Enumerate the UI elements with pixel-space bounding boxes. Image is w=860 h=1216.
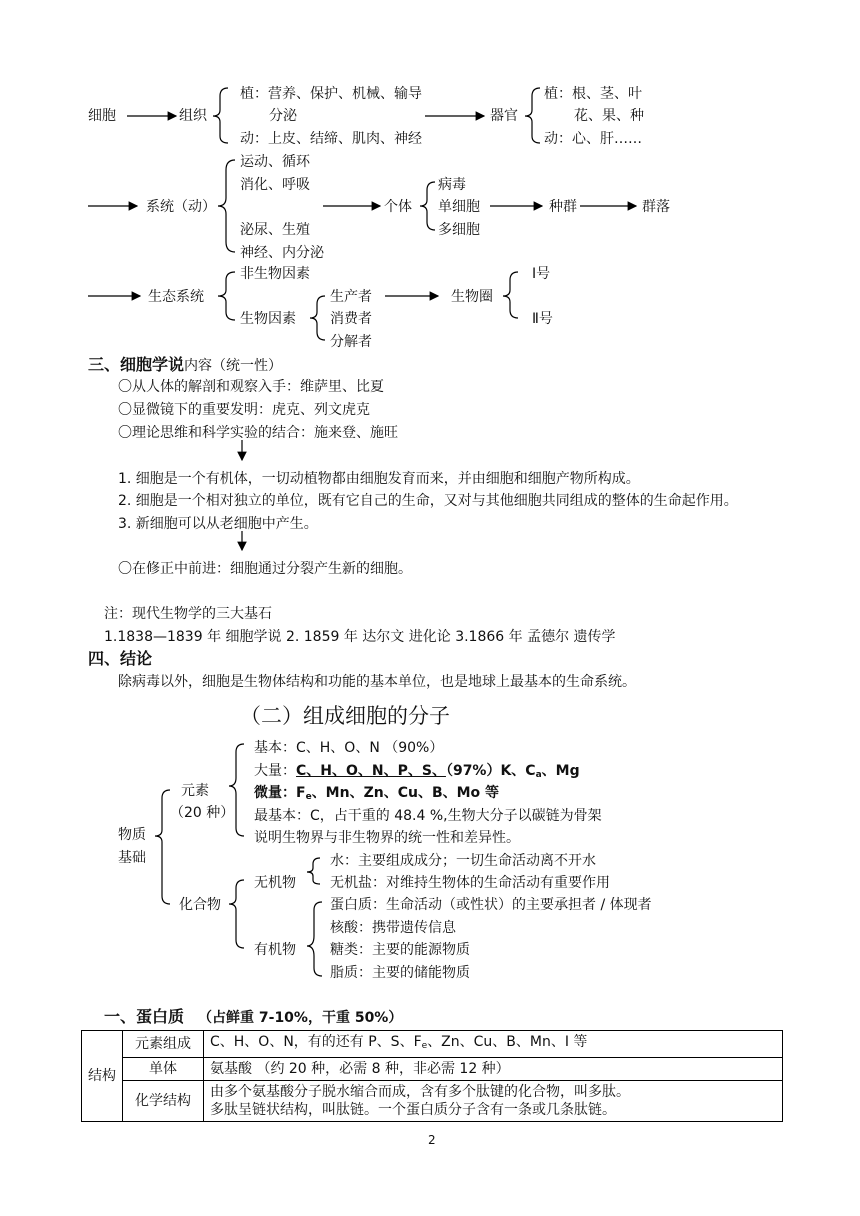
trace-rest: 、Mn、Zn、Cu、B、Mo 等: [311, 785, 500, 801]
row3-line1: 由多个氨基酸分子脱水缩合而成，含有多个肽键的化合物，叫多肽。: [210, 1084, 630, 1100]
brace-elements: [229, 744, 244, 836]
label-elements: 元素: [181, 783, 209, 799]
brace-individual: [420, 182, 435, 230]
label-decomposer: 分解者: [330, 334, 372, 350]
label-system-2: 消化、呼吸: [240, 177, 310, 193]
elements-trace: [254, 784, 499, 806]
theory-point-1: 1. 细胞是一个有机体，一切动植物都由细胞发育而来，并由细胞和细胞产物所构成。: [118, 471, 640, 487]
label-system-4: 神经、内分泌: [240, 245, 324, 261]
label-unicellular: 单细胞: [438, 199, 480, 215]
cell-structure: 结构: [82, 1031, 123, 1122]
elements-unity: 说明生物界与非生物界的统一性和差异性。: [254, 830, 520, 846]
section-heading-protein: [104, 1008, 402, 1027]
theory-origin-4: 〇在修正中前进：细胞通过分裂产生新的细胞。: [118, 561, 412, 577]
label-community: 群落: [642, 199, 670, 215]
brace-compounds: [229, 880, 244, 948]
cell-row2-label: 单体: [123, 1058, 204, 1081]
label-organ: 器官: [490, 108, 518, 124]
label-tissue: 组织: [179, 108, 207, 124]
protein-heading: 一、蛋白质: [104, 1007, 185, 1026]
label-ecosystem: 生态系统: [148, 289, 204, 305]
cell-row1-value: [204, 1031, 783, 1058]
label-organic: 有机物: [254, 942, 296, 958]
label-plant-organ-1: 植：根、茎、叶: [544, 86, 642, 102]
brace-organ: [525, 88, 540, 143]
page-number: 2: [428, 1133, 436, 1147]
inorganic-water: 水：主要组成成分；一切生命活动离不开水: [330, 853, 596, 869]
elements-most-basic: 最基本：C，占干重的 48.4 %,生物大分子以碳链为骨架: [254, 808, 602, 824]
brace-biosphere: [503, 272, 518, 318]
elements-major: [254, 762, 580, 784]
label-producer: 生产者: [330, 289, 372, 305]
label-biosphere: 生物圈: [451, 289, 493, 305]
label-animal-tissue: 动：上皮、结缔、肌肉、神经: [240, 131, 422, 147]
section-heading-cell-theory: [88, 356, 282, 375]
trace-pre: 微量：F: [254, 785, 306, 801]
brace-basis: [155, 790, 170, 904]
major-prefix: 大量：: [254, 763, 296, 779]
protein-heading-note: （占鲜重 7-10%，干重 50%）: [198, 1010, 403, 1026]
label-animal-organ: 动：心、肝……: [544, 131, 642, 147]
theory-origin-2: 〇显微镜下的重要发明：虎克、列文虎克: [118, 402, 370, 418]
label-virus: 病毒: [438, 177, 466, 193]
label-system: 系统（动）: [146, 199, 216, 215]
label-individual: 个体: [384, 199, 412, 215]
theory-cornerstones: 1.1838—1839 年 细胞学说 2. 1859 年 达尔文 进化论 3.1866 年 孟德尔 遗传学: [104, 629, 616, 645]
brace-tissue: [213, 88, 228, 143]
organic-protein: 蛋白质：生命活动（或性状）的主要承担者 / 体现者: [330, 897, 652, 913]
label-plant-tissue-2: 分泌: [269, 108, 297, 124]
heading-rest: 内容（统一性）: [184, 358, 283, 374]
label-compounds: 化合物: [179, 897, 221, 913]
label-elements-count: （20 种）: [170, 805, 235, 821]
label-bio-2: Ⅱ号: [532, 311, 553, 327]
theory-origin-1: 〇从人体的解剖和观察入手：维萨里、比夏: [118, 379, 384, 395]
label-cell: 细胞: [88, 108, 116, 124]
major-sub: a: [535, 770, 542, 780]
label-basis-2: 基础: [118, 850, 146, 866]
label-plant-tissue-1: 植：营养、保护、机械、输导: [240, 86, 422, 102]
theory-point-2: 2. 细胞是一个相对独立的单位，既有它自己的生命，又对与其他细胞共同组成的整体的生命起作用。: [118, 493, 738, 509]
brace-biotic: [310, 296, 325, 340]
table-row: [82, 1058, 783, 1081]
major-end: 、Mg: [541, 763, 580, 779]
cell-row3-label: 化学结构: [123, 1081, 204, 1122]
theory-note: 注：现代生物学的三大基石: [104, 606, 272, 622]
organic-fat: 脂质：主要的储能物质: [330, 965, 470, 981]
organic-nucleic: 核酸：携带遗传信息: [330, 920, 456, 936]
row1-rest: 、Zn、Cu、B、Mn、I 等: [427, 1034, 588, 1050]
cell-row3-value: [204, 1081, 783, 1122]
label-multicellular: 多细胞: [438, 222, 480, 238]
label-plant-organ-2: 花、果、种: [574, 108, 644, 124]
label-system-1: 运动、循环: [240, 154, 310, 170]
theory-point-3: 3. 新细胞可以从老细胞中产生。: [118, 516, 318, 532]
theory-origin-3: 〇理论思维和科学实验的结合：施来登、施旺: [118, 425, 398, 441]
label-consumer: 消费者: [330, 311, 372, 327]
conclusion-text: 除病毒以外，细胞是生物体结构和功能的基本单位，也是地球上最基本的生命系统。: [118, 674, 636, 690]
major-suffix: （97%）K、C: [445, 763, 536, 779]
brace-inorganic: [307, 858, 320, 884]
major-underlined: C、H、O、N、P、S、: [296, 763, 446, 779]
table-row: [82, 1031, 783, 1058]
organic-sugar: 糖类：主要的能源物质: [330, 942, 470, 958]
label-abiotic: 非生物因素: [240, 266, 310, 282]
table-row: [82, 1081, 783, 1122]
brace-ecosystem: [218, 272, 235, 320]
label-population: 种群: [549, 199, 577, 215]
cell-row1-label: 元素组成: [123, 1031, 204, 1058]
row3-line2: 多肽呈链状结构，叫肽链。一个蛋白质分子含有一条或几条肽链。: [210, 1102, 616, 1118]
trace-sub: e: [305, 792, 312, 802]
row1-pre: C、H、O、N，有的还有 P、S、F: [210, 1034, 422, 1050]
page-title-molecules: （二）组成细胞的分子: [240, 704, 450, 728]
brace-system: [218, 160, 235, 252]
elements-basic: 基本：C、H、O、N （90%）: [254, 740, 444, 756]
row1-sub: e: [421, 1041, 428, 1051]
inorganic-salt: 无机盐：对维持生物体的生命活动有重要作用: [330, 875, 610, 891]
heading-bold: 三、细胞学说: [88, 355, 185, 374]
label-biotic: 生物因素: [240, 311, 296, 327]
label-system-3: 泌尿、生殖: [240, 222, 310, 238]
section-heading-conclusion: 四、结论: [88, 649, 153, 668]
brace-organic: [307, 902, 322, 976]
protein-table: [81, 1030, 783, 1122]
label-bio-1: Ⅰ号: [532, 266, 551, 282]
label-basis-1: 物质: [118, 827, 146, 843]
label-inorganic: 无机物: [254, 875, 296, 891]
cell-row2-value: 氨基酸 （约 20 种，必需 8 种，非必需 12 种）: [204, 1058, 783, 1081]
